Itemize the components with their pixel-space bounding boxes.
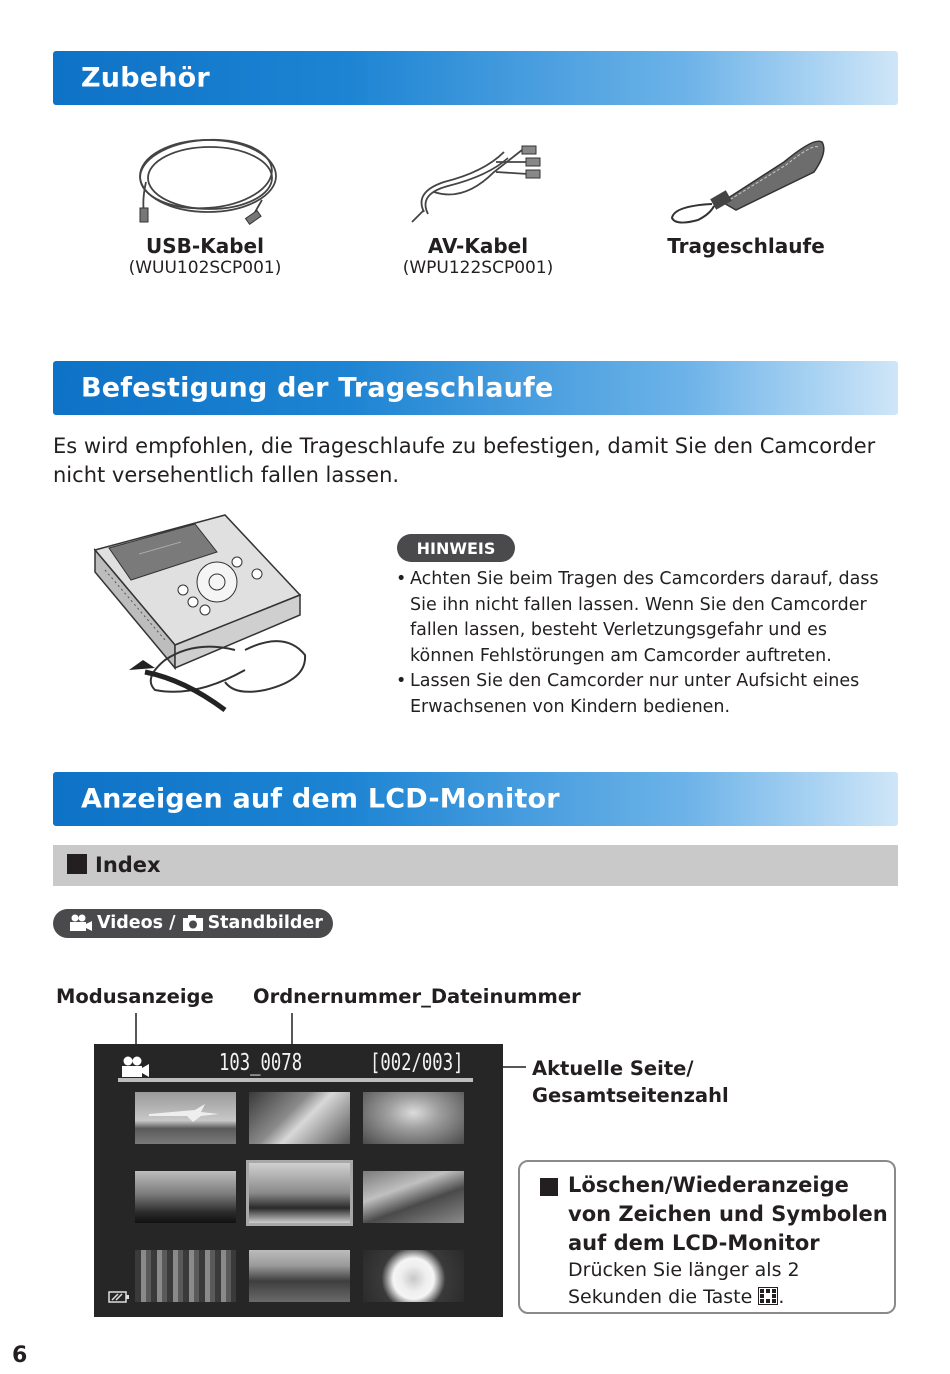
subsection-title-text: Index: [95, 853, 161, 877]
lcd-screen: [94, 1044, 503, 1317]
strap-intro: Es wird empfohlen, die Trageschlaufe zu befestigen, damit Sie den Camcorder nicht versehentlich fallen lassen.: [53, 434, 876, 487]
callout-body-text: Sekunden die Taste: [568, 1286, 753, 1308]
thumbnail-airplane[interactable]: [135, 1092, 236, 1144]
callout-title: [568, 1171, 888, 1258]
thumbnail-dolphin[interactable]: [363, 1092, 464, 1144]
thumbnail-road[interactable]: [249, 1092, 350, 1144]
callout-body: [568, 1257, 800, 1311]
label-page-line1: Aktuelle Seite/: [532, 1057, 694, 1080]
callout-title-line: Löschen/Wiederanzeige: [568, 1173, 849, 1197]
header-divider: [118, 1078, 473, 1082]
thumbnail-flower[interactable]: [363, 1250, 464, 1302]
label-mode-indicator: Modusanzeige: [56, 985, 214, 1008]
index-button-icon: [758, 1287, 778, 1305]
thumbnail-mountains[interactable]: [363, 1171, 464, 1223]
section-title: Anzeigen auf dem LCD-Monitor: [81, 783, 560, 815]
accessory-code: (WPU122SCP001): [402, 258, 554, 278]
thumbnail-city-silhouette[interactable]: [135, 1171, 236, 1223]
accessory-code: (WUU102SCP001): [128, 258, 282, 278]
callout-body-line: Drücken Sie länger als 2: [568, 1259, 800, 1281]
note-item: • Lassen Sie den Camcorder nur unter Aufsicht eines Erwachsenen von Kindern bedienen.: [396, 669, 896, 720]
callout-box: [518, 1160, 896, 1314]
folder-file-number: 103_0078: [219, 1050, 303, 1076]
note-badge-label: HINWEIS: [416, 539, 496, 558]
callout-title-line: von Zeichen und Symbolen: [568, 1202, 888, 1226]
section-title: Befestigung der Trageschlaufe: [81, 372, 554, 404]
thumbnail-skyline[interactable]: [249, 1250, 350, 1302]
airplane-icon: [135, 1092, 236, 1144]
callout-body-line: [568, 1284, 800, 1311]
battery-icon: [108, 1290, 130, 1304]
accessory-name: AV-Kabel: [427, 234, 529, 258]
mode-tag-videos: Videos /: [97, 913, 176, 933]
thumbnail-market[interactable]: [135, 1250, 236, 1302]
video-mode-icon: [120, 1056, 150, 1078]
page-indicator: [002/003]: [370, 1050, 464, 1076]
label-page-line2: Gesamtseitenzahl: [532, 1084, 729, 1107]
section-title: Zubehör: [81, 62, 210, 94]
accessory-name: USB-Kabel: [146, 234, 264, 258]
square-bullet-icon: [540, 1178, 558, 1196]
thumbnail-palm-beach-selected[interactable]: [246, 1160, 353, 1226]
page-number: 6: [12, 1343, 28, 1368]
note-item: • Achten Sie beim Tragen des Camcorders darauf, dass Sie ihn nicht fallen lassen. Wenn Sie den Camcorder fallen lassen, besteht Verletzungsgefahr und es können Fehlstörungen am Camcorder auftreten.: [396, 567, 896, 669]
accessory-name: Trageschlaufe: [667, 234, 825, 258]
callout-title-line: auf dem LCD-Monitor: [568, 1231, 820, 1255]
mode-tag-photos: Standbilder: [207, 913, 323, 933]
callout-body-end: .: [778, 1286, 785, 1308]
label-folder-file-number: Ordnernummer_Dateinummer: [253, 985, 581, 1008]
